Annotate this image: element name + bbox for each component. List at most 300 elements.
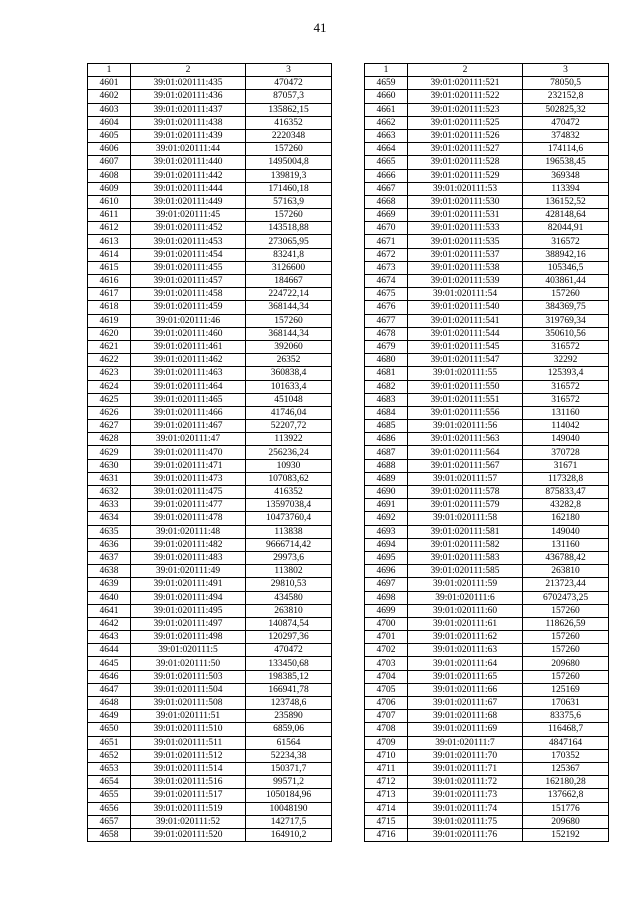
table-row (88, 209, 332, 222)
cadastral-number-cell: 39:01:020111:68 (408, 710, 523, 723)
table-row (365, 736, 609, 749)
value-cell: 123748,6 (246, 697, 332, 710)
row-number-cell: 4714 (365, 802, 408, 815)
value-cell: 114042 (523, 420, 609, 433)
cadastral-number-cell: 39:01:020111:498 (131, 631, 246, 644)
value-cell: 170631 (523, 697, 609, 710)
table-row (88, 248, 332, 261)
row-number-cell: 4640 (88, 591, 131, 604)
cadastral-number-cell: 39:01:020111:464 (131, 380, 246, 393)
value-cell: 470472 (246, 77, 332, 90)
row-number-cell: 4704 (365, 670, 408, 683)
value-cell: 162180 (523, 512, 609, 525)
row-number-cell: 4689 (365, 472, 408, 485)
table-row (88, 710, 332, 723)
table-row (88, 512, 332, 525)
table-row (88, 631, 332, 644)
table-row (88, 103, 332, 116)
row-number-cell: 4657 (88, 815, 131, 828)
value-cell: 428148,64 (523, 209, 609, 222)
row-number-cell: 4677 (365, 314, 408, 327)
value-cell: 416352 (246, 486, 332, 499)
table-row (365, 578, 609, 591)
column-header-3: 3 (523, 64, 609, 77)
value-cell: 369348 (523, 169, 609, 182)
row-number-cell: 4685 (365, 420, 408, 433)
table-row (365, 538, 609, 551)
cadastral-number-cell: 39:01:020111:439 (131, 129, 246, 142)
row-number-cell: 4672 (365, 248, 408, 261)
row-number-cell: 4626 (88, 406, 131, 419)
row-number-cell: 4668 (365, 195, 408, 208)
value-cell: 120297,36 (246, 631, 332, 644)
value-cell: 263810 (246, 604, 332, 617)
value-cell: 83375,6 (523, 710, 609, 723)
value-cell: 3126600 (246, 261, 332, 274)
row-number-cell: 4701 (365, 631, 408, 644)
table-row (365, 710, 609, 723)
row-number-cell: 4623 (88, 367, 131, 380)
cadastral-number-cell: 39:01:020111:45 (131, 209, 246, 222)
row-number-cell: 4681 (365, 367, 408, 380)
row-number-cell: 4625 (88, 393, 131, 406)
column-header-row (88, 64, 332, 77)
value-cell: 150371,7 (246, 762, 332, 775)
table-row (88, 538, 332, 551)
row-number-cell: 4613 (88, 235, 131, 248)
value-cell: 78050,5 (523, 77, 609, 90)
cadastral-number-cell: 39:01:020111:471 (131, 459, 246, 472)
cadastral-number-cell: 39:01:020111:494 (131, 591, 246, 604)
column-header-2: 2 (131, 64, 246, 77)
value-cell: 502825,32 (523, 103, 609, 116)
table-row (365, 723, 609, 736)
value-cell: 113802 (246, 565, 332, 578)
table-row (88, 235, 332, 248)
page-number: 41 (313, 20, 327, 35)
table-row (365, 327, 609, 340)
cadastral-number-cell: 39:01:020111:516 (131, 776, 246, 789)
cadastral-number-cell: 39:01:020111:477 (131, 499, 246, 512)
value-cell: 384369,75 (523, 301, 609, 314)
table-row (88, 551, 332, 564)
table-row (365, 815, 609, 828)
cadastral-number-cell: 39:01:020111:53 (408, 182, 523, 195)
table-row (365, 762, 609, 775)
column-header-row (365, 64, 609, 77)
value-cell: 152192 (523, 828, 609, 841)
cadastral-number-cell: 39:01:020111:519 (131, 802, 246, 815)
row-number-cell: 4686 (365, 433, 408, 446)
value-cell: 157260 (246, 209, 332, 222)
table-row (88, 486, 332, 499)
row-number-cell: 4664 (365, 143, 408, 156)
row-number-cell: 4676 (365, 301, 408, 314)
value-cell: 392060 (246, 340, 332, 353)
cadastral-number-cell: 39:01:020111:452 (131, 222, 246, 235)
table-row (88, 736, 332, 749)
cadastral-number-cell: 39:01:020111:58 (408, 512, 523, 525)
value-cell: 41746,04 (246, 406, 332, 419)
table-row (88, 723, 332, 736)
value-cell: 52207,72 (246, 420, 332, 433)
row-number-cell: 4651 (88, 736, 131, 749)
cadastral-number-cell: 39:01:020111:483 (131, 551, 246, 564)
cadastral-number-cell: 39:01:020111:581 (408, 525, 523, 538)
row-number-cell: 4696 (365, 565, 408, 578)
table-row (88, 367, 332, 380)
cadastral-number-cell: 39:01:020111:70 (408, 749, 523, 762)
cadastral-number-cell: 39:01:020111:64 (408, 657, 523, 670)
cadastral-number-cell: 39:01:020111:438 (131, 116, 246, 129)
cadastral-number-cell: 39:01:020111:510 (131, 723, 246, 736)
cadastral-number-cell: 39:01:020111:52 (131, 815, 246, 828)
table-row (88, 143, 332, 156)
table-row (365, 169, 609, 182)
value-cell: 10930 (246, 459, 332, 472)
value-cell: 29810,53 (246, 578, 332, 591)
row-number-cell: 4644 (88, 644, 131, 657)
row-number-cell: 4603 (88, 103, 131, 116)
cadastral-number-cell: 39:01:020111:504 (131, 683, 246, 696)
table-row (88, 657, 332, 670)
table-row (88, 116, 332, 129)
table-row (88, 340, 332, 353)
row-number-cell: 4663 (365, 129, 408, 142)
row-number-cell: 4682 (365, 380, 408, 393)
cadastral-number-cell: 39:01:020111:525 (408, 116, 523, 129)
value-cell: 170352 (523, 749, 609, 762)
cadastral-number-cell: 39:01:020111:522 (408, 90, 523, 103)
value-cell: 316572 (523, 393, 609, 406)
value-cell: 43282,8 (523, 499, 609, 512)
row-number-cell: 4639 (88, 578, 131, 591)
row-number-cell: 4652 (88, 749, 131, 762)
value-cell: 125367 (523, 762, 609, 775)
table-row (88, 670, 332, 683)
table-row (365, 670, 609, 683)
left-register-table (87, 63, 332, 842)
cadastral-number-cell: 39:01:020111:526 (408, 129, 523, 142)
table-row (88, 222, 332, 235)
value-cell: 125169 (523, 683, 609, 696)
value-cell: 224722,14 (246, 288, 332, 301)
value-cell: 374832 (523, 129, 609, 142)
table-row (365, 776, 609, 789)
cadastral-number-cell: 39:01:020111:54 (408, 288, 523, 301)
cadastral-number-cell: 39:01:020111:564 (408, 446, 523, 459)
cadastral-number-cell: 39:01:020111:537 (408, 248, 523, 261)
table-row (365, 314, 609, 327)
table-row (365, 275, 609, 288)
value-cell: 9666714,42 (246, 538, 332, 551)
table-row (365, 828, 609, 841)
value-cell: 29973,6 (246, 551, 332, 564)
table-row (88, 288, 332, 301)
row-number-cell: 4662 (365, 116, 408, 129)
value-cell: 273065,95 (246, 235, 332, 248)
value-cell: 263810 (523, 565, 609, 578)
table-row (88, 617, 332, 630)
value-cell: 235890 (246, 710, 332, 723)
table-row (88, 301, 332, 314)
cadastral-number-cell: 39:01:020111:57 (408, 472, 523, 485)
table-row (365, 472, 609, 485)
table-row (88, 683, 332, 696)
table-row (88, 420, 332, 433)
row-number-cell: 4620 (88, 327, 131, 340)
table-row (88, 393, 332, 406)
cadastral-number-cell: 39:01:020111:551 (408, 393, 523, 406)
value-cell: 316572 (523, 340, 609, 353)
table-row (88, 275, 332, 288)
cadastral-number-cell: 39:01:020111:533 (408, 222, 523, 235)
cadastral-number-cell: 39:01:020111:521 (408, 77, 523, 90)
cadastral-number-cell: 39:01:020111:62 (408, 631, 523, 644)
value-cell: 131160 (523, 406, 609, 419)
table-row (365, 393, 609, 406)
row-number-cell: 4636 (88, 538, 131, 551)
row-number-cell: 4645 (88, 657, 131, 670)
value-cell: 368144,34 (246, 301, 332, 314)
value-cell: 171460,18 (246, 182, 332, 195)
cadastral-number-cell: 39:01:020111:440 (131, 156, 246, 169)
table-row (365, 644, 609, 657)
row-number-cell: 4648 (88, 697, 131, 710)
row-number-cell: 4608 (88, 169, 131, 182)
table-row (365, 209, 609, 222)
cadastral-number-cell: 39:01:020111:529 (408, 169, 523, 182)
row-number-cell: 4610 (88, 195, 131, 208)
value-cell: 256236,24 (246, 446, 332, 459)
table-row (365, 512, 609, 525)
value-cell: 164910,2 (246, 828, 332, 841)
table-row (365, 433, 609, 446)
row-number-cell: 4669 (365, 209, 408, 222)
cadastral-number-cell: 39:01:020111:495 (131, 604, 246, 617)
row-number-cell: 4650 (88, 723, 131, 736)
value-cell: 10473760,4 (246, 512, 332, 525)
table-row (88, 446, 332, 459)
row-number-cell: 4616 (88, 275, 131, 288)
value-cell: 316572 (523, 235, 609, 248)
cadastral-number-cell: 39:01:020111:61 (408, 617, 523, 630)
value-cell: 209680 (523, 815, 609, 828)
row-number-cell: 4691 (365, 499, 408, 512)
row-number-cell: 4707 (365, 710, 408, 723)
cadastral-number-cell: 39:01:020111:578 (408, 486, 523, 499)
row-number-cell: 4679 (365, 340, 408, 353)
table-row (88, 195, 332, 208)
cadastral-number-cell: 39:01:020111:437 (131, 103, 246, 116)
row-number-cell: 4629 (88, 446, 131, 459)
cadastral-number-cell: 39:01:020111:56 (408, 420, 523, 433)
column-header-1: 1 (88, 64, 131, 77)
value-cell: 99571,2 (246, 776, 332, 789)
value-cell: 113394 (523, 182, 609, 195)
table-row (365, 116, 609, 129)
table-row (88, 697, 332, 710)
cadastral-number-cell: 39:01:020111:457 (131, 275, 246, 288)
row-number-cell: 4678 (365, 327, 408, 340)
value-cell: 118626,59 (523, 617, 609, 630)
cadastral-number-cell: 39:01:020111:73 (408, 789, 523, 802)
cadastral-number-cell: 39:01:020111:544 (408, 327, 523, 340)
table-row (365, 103, 609, 116)
table-row (88, 472, 332, 485)
cadastral-number-cell: 39:01:020111:497 (131, 617, 246, 630)
cadastral-number-cell: 39:01:020111:512 (131, 749, 246, 762)
value-cell: 13597038,4 (246, 499, 332, 512)
row-number-cell: 4605 (88, 129, 131, 142)
cadastral-number-cell: 39:01:020111:527 (408, 143, 523, 156)
table-row (365, 301, 609, 314)
value-cell: 213723,44 (523, 578, 609, 591)
cadastral-number-cell: 39:01:020111:50 (131, 657, 246, 670)
table-row (365, 802, 609, 815)
cadastral-number-cell: 39:01:020111:508 (131, 697, 246, 710)
row-number-cell: 4627 (88, 420, 131, 433)
table-row (365, 222, 609, 235)
column-header-1: 1 (365, 64, 408, 77)
table-row (365, 129, 609, 142)
table-row (365, 446, 609, 459)
table-row (88, 77, 332, 90)
value-cell: 198385,12 (246, 670, 332, 683)
value-cell: 470472 (246, 644, 332, 657)
row-number-cell: 4642 (88, 617, 131, 630)
row-number-cell: 4712 (365, 776, 408, 789)
value-cell: 6702473,25 (523, 591, 609, 604)
row-number-cell: 4674 (365, 275, 408, 288)
value-cell: 157260 (246, 143, 332, 156)
row-number-cell: 4715 (365, 815, 408, 828)
cadastral-number-cell: 39:01:020111:556 (408, 406, 523, 419)
cadastral-number-cell: 39:01:020111:503 (131, 670, 246, 683)
table-row (88, 644, 332, 657)
value-cell: 209680 (523, 657, 609, 670)
cadastral-number-cell: 39:01:020111:51 (131, 710, 246, 723)
value-cell: 360838,4 (246, 367, 332, 380)
value-cell: 113838 (246, 525, 332, 538)
cadastral-number-cell: 39:01:020111:459 (131, 301, 246, 314)
row-number-cell: 4628 (88, 433, 131, 446)
table-row (365, 565, 609, 578)
value-cell: 157260 (523, 631, 609, 644)
cadastral-number-cell: 39:01:020111:460 (131, 327, 246, 340)
cadastral-number-cell: 39:01:020111:44 (131, 143, 246, 156)
table-row (88, 762, 332, 775)
row-number-cell: 4698 (365, 591, 408, 604)
row-number-cell: 4702 (365, 644, 408, 657)
cadastral-number-cell: 39:01:020111:535 (408, 235, 523, 248)
row-number-cell: 4687 (365, 446, 408, 459)
value-cell: 143518,88 (246, 222, 332, 235)
table-row (88, 433, 332, 446)
row-number-cell: 4710 (365, 749, 408, 762)
row-number-cell: 4709 (365, 736, 408, 749)
value-cell: 1050184,96 (246, 789, 332, 802)
table-row (88, 169, 332, 182)
value-cell: 105346,5 (523, 261, 609, 274)
cadastral-number-cell: 39:01:020111:539 (408, 275, 523, 288)
table-row (88, 578, 332, 591)
row-number-cell: 4705 (365, 683, 408, 696)
table-row (88, 815, 332, 828)
row-number-cell: 4684 (365, 406, 408, 419)
row-number-cell: 4711 (365, 762, 408, 775)
table-row (365, 631, 609, 644)
value-cell: 10048190 (246, 802, 332, 815)
cadastral-number-cell: 39:01:020111:547 (408, 354, 523, 367)
row-number-cell: 4649 (88, 710, 131, 723)
cadastral-number-cell: 39:01:020111:48 (131, 525, 246, 538)
cadastral-number-cell: 39:01:020111:531 (408, 209, 523, 222)
value-cell: 174114,6 (523, 143, 609, 156)
cadastral-number-cell: 39:01:020111:538 (408, 261, 523, 274)
value-cell: 157260 (523, 644, 609, 657)
value-cell: 416352 (246, 116, 332, 129)
cadastral-number-cell: 39:01:020111:7 (408, 736, 523, 749)
value-cell: 149040 (523, 433, 609, 446)
value-cell: 135862,15 (246, 103, 332, 116)
value-cell: 157260 (523, 670, 609, 683)
cadastral-number-cell: 39:01:020111:47 (131, 433, 246, 446)
cadastral-number-cell: 39:01:020111:455 (131, 261, 246, 274)
cadastral-number-cell: 39:01:020111:475 (131, 486, 246, 499)
row-number-cell: 4699 (365, 604, 408, 617)
cadastral-number-cell: 39:01:020111:436 (131, 90, 246, 103)
value-cell: 107083,62 (246, 472, 332, 485)
row-number-cell: 4693 (365, 525, 408, 538)
cadastral-number-cell: 39:01:020111:453 (131, 235, 246, 248)
cadastral-number-cell: 39:01:020111:65 (408, 670, 523, 683)
cadastral-number-cell: 39:01:020111:511 (131, 736, 246, 749)
value-cell: 157260 (523, 288, 609, 301)
row-number-cell: 4700 (365, 617, 408, 630)
row-number-cell: 4692 (365, 512, 408, 525)
cadastral-number-cell: 39:01:020111:563 (408, 433, 523, 446)
row-number-cell: 4641 (88, 604, 131, 617)
table-row (88, 380, 332, 393)
cadastral-number-cell: 39:01:020111:482 (131, 538, 246, 551)
value-cell: 451048 (246, 393, 332, 406)
cadastral-number-cell: 39:01:020111:541 (408, 314, 523, 327)
value-cell: 31671 (523, 459, 609, 472)
value-cell: 157260 (523, 604, 609, 617)
cadastral-number-cell: 39:01:020111:442 (131, 169, 246, 182)
cadastral-number-cell: 39:01:020111:5 (131, 644, 246, 657)
table-row (365, 683, 609, 696)
cadastral-number-cell: 39:01:020111:46 (131, 314, 246, 327)
cadastral-number-cell: 39:01:020111:67 (408, 697, 523, 710)
table-row (365, 420, 609, 433)
row-number-cell: 4632 (88, 486, 131, 499)
row-number-cell: 4647 (88, 683, 131, 696)
table-row (88, 129, 332, 142)
table-row (88, 525, 332, 538)
row-number-cell: 4660 (365, 90, 408, 103)
row-number-cell: 4655 (88, 789, 131, 802)
row-number-cell: 4716 (365, 828, 408, 841)
table-row (365, 90, 609, 103)
table-row (365, 354, 609, 367)
cadastral-number-cell: 39:01:020111:461 (131, 340, 246, 353)
cadastral-number-cell: 39:01:020111:530 (408, 195, 523, 208)
table-row (88, 406, 332, 419)
cadastral-number-cell: 39:01:020111:550 (408, 380, 523, 393)
value-cell: 434580 (246, 591, 332, 604)
